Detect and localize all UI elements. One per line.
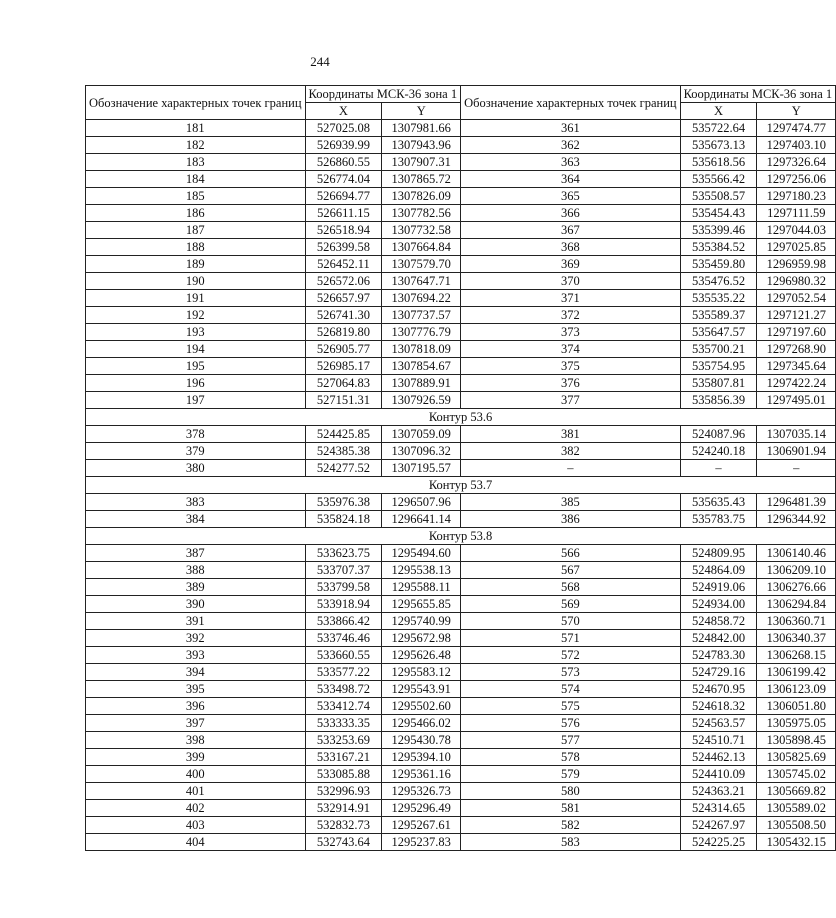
y-value-left: 1307907.31: [382, 154, 461, 171]
point-number-right: 567: [461, 562, 681, 579]
x-value-right: 535476.52: [680, 273, 757, 290]
y-value-right: 1297121.27: [757, 307, 836, 324]
point-number-right: 570: [461, 613, 681, 630]
point-number-left: 195: [86, 358, 306, 375]
point-number-right: 572: [461, 647, 681, 664]
table-row: [86, 562, 836, 579]
y-value-left: 1307865.72: [382, 171, 461, 188]
point-number-left: 193: [86, 324, 306, 341]
table-row: [86, 188, 836, 205]
point-number-left: 391: [86, 613, 306, 630]
x-value-left: 526939.99: [305, 137, 382, 154]
point-number-left: 378: [86, 426, 306, 443]
point-number-right: 364: [461, 171, 681, 188]
x-value-right: 535856.39: [680, 392, 757, 409]
point-number-right: 580: [461, 783, 681, 800]
x-value-left: 535976.38: [305, 494, 382, 511]
point-number-right: 369: [461, 256, 681, 273]
x-value-left: 533577.22: [305, 664, 382, 681]
y-value-right: 1305898.45: [757, 732, 836, 749]
y-value-right: 1297326.64: [757, 154, 836, 171]
x-value-right: 535618.56: [680, 154, 757, 171]
table-row: [86, 613, 836, 630]
table-row: [86, 783, 836, 800]
x-value-left: 526985.17: [305, 358, 382, 375]
x-value-right: 524858.72: [680, 613, 757, 630]
y-value-right: 1305745.02: [757, 766, 836, 783]
y-value-left: 1307096.32: [382, 443, 461, 460]
point-number-right: 363: [461, 154, 681, 171]
x-value-left: 533866.42: [305, 613, 382, 630]
x-value-left: 526657.97: [305, 290, 382, 307]
table-header: [86, 86, 836, 120]
point-label-header-left: Обозначение характерных точек границ: [86, 86, 306, 120]
y-value-right: 1297052.54: [757, 290, 836, 307]
x-value-right: 524919.06: [680, 579, 757, 596]
y-value-left: 1295672.98: [382, 630, 461, 647]
x-value-right: 524225.25: [680, 834, 757, 851]
contour-label: Контур 53.8: [86, 528, 836, 545]
y-value-left: 1307776.79: [382, 324, 461, 341]
point-number-right: 381: [461, 426, 681, 443]
y-value-right: 1297495.01: [757, 392, 836, 409]
x-value-right: 535459.80: [680, 256, 757, 273]
y-value-right: 1297403.10: [757, 137, 836, 154]
table-row: [86, 749, 836, 766]
x-value-left: 526399.58: [305, 239, 382, 256]
x-value-right: 524563.57: [680, 715, 757, 732]
point-number-right: 568: [461, 579, 681, 596]
x-value-left: 524277.52: [305, 460, 382, 477]
y-value-left: 1295326.73: [382, 783, 461, 800]
x-value-left: 535824.18: [305, 511, 382, 528]
point-number-left: 189: [86, 256, 306, 273]
point-number-right: 373: [461, 324, 681, 341]
x-value-right: 535508.57: [680, 188, 757, 205]
point-number-left: 184: [86, 171, 306, 188]
point-number-right: 372: [461, 307, 681, 324]
point-number-left: 389: [86, 579, 306, 596]
x-value-right: 524618.32: [680, 698, 757, 715]
y-value-right: 1305975.05: [757, 715, 836, 732]
x-value-left: 527064.83: [305, 375, 382, 392]
x-value-left: 526518.94: [305, 222, 382, 239]
x-value-left: 527151.31: [305, 392, 382, 409]
y-header-right: Y: [757, 103, 836, 120]
y-value-right: 1306209.10: [757, 562, 836, 579]
point-number-left: 188: [86, 239, 306, 256]
table-row: [86, 341, 836, 358]
y-value-right: 1297025.85: [757, 239, 836, 256]
point-number-right: 575: [461, 698, 681, 715]
x-value-left: 533412.74: [305, 698, 382, 715]
point-number-left: 401: [86, 783, 306, 800]
point-number-left: 196: [86, 375, 306, 392]
y-value-right: 1297268.90: [757, 341, 836, 358]
x-value-right: 535566.42: [680, 171, 757, 188]
table-row: [86, 545, 836, 562]
x-value-left: 526905.77: [305, 341, 382, 358]
table-row: [86, 307, 836, 324]
y-value-left: 1307195.57: [382, 460, 461, 477]
table-row: [86, 205, 836, 222]
y-header-left: Y: [382, 103, 461, 120]
y-value-right: 1297345.64: [757, 358, 836, 375]
x-value-left: 533253.69: [305, 732, 382, 749]
coordinates-table: [85, 85, 836, 851]
y-value-right: 1306140.46: [757, 545, 836, 562]
y-value-left: 1295502.60: [382, 698, 461, 715]
y-value-right: 1297180.23: [757, 188, 836, 205]
point-number-right: 571: [461, 630, 681, 647]
point-number-right: 371: [461, 290, 681, 307]
x-value-left: 533746.46: [305, 630, 382, 647]
point-number-left: 383: [86, 494, 306, 511]
point-number-left: 379: [86, 443, 306, 460]
table-row: [86, 426, 836, 443]
point-number-right: 576: [461, 715, 681, 732]
x-value-left: 527025.08: [305, 120, 382, 137]
y-value-left: 1307854.67: [382, 358, 461, 375]
y-value-left: 1307694.22: [382, 290, 461, 307]
contour-label: Контур 53.7: [86, 477, 836, 494]
point-number-left: 398: [86, 732, 306, 749]
point-number-left: 395: [86, 681, 306, 698]
point-number-right: –: [461, 460, 681, 477]
y-value-right: 1305432.15: [757, 834, 836, 851]
x-value-right: 535647.57: [680, 324, 757, 341]
point-number-left: 400: [86, 766, 306, 783]
y-value-left: 1307782.56: [382, 205, 461, 222]
table-row: [86, 800, 836, 817]
table-row: [86, 494, 836, 511]
y-value-right: 1297422.24: [757, 375, 836, 392]
x-value-left: 526860.55: [305, 154, 382, 171]
y-value-left: 1295740.99: [382, 613, 461, 630]
x-value-right: 535399.46: [680, 222, 757, 239]
contour-row: [86, 477, 836, 494]
x-value-right: 535807.81: [680, 375, 757, 392]
y-value-right: 1305669.82: [757, 783, 836, 800]
y-value-right: 1296481.39: [757, 494, 836, 511]
y-value-left: 1295430.78: [382, 732, 461, 749]
point-number-left: 396: [86, 698, 306, 715]
point-number-left: 388: [86, 562, 306, 579]
coord-label-header-left: Координаты МСК-36 зона 1: [305, 86, 461, 103]
y-value-left: 1307826.09: [382, 188, 461, 205]
point-number-left: 394: [86, 664, 306, 681]
x-value-left: 533623.75: [305, 545, 382, 562]
table-row: [86, 834, 836, 851]
table-row: [86, 647, 836, 664]
x-value-right: 535589.37: [680, 307, 757, 324]
point-number-right: 370: [461, 273, 681, 290]
table-row: [86, 171, 836, 188]
y-value-right: 1296980.32: [757, 273, 836, 290]
point-number-right: 382: [461, 443, 681, 460]
y-value-right: 1296959.98: [757, 256, 836, 273]
point-number-right: 579: [461, 766, 681, 783]
y-value-left: 1295296.49: [382, 800, 461, 817]
table-row: [86, 681, 836, 698]
x-value-left: 533799.58: [305, 579, 382, 596]
y-value-left: 1296641.14: [382, 511, 461, 528]
table-row: [86, 256, 836, 273]
point-number-left: 194: [86, 341, 306, 358]
point-number-left: 404: [86, 834, 306, 851]
y-value-left: 1307664.84: [382, 239, 461, 256]
y-value-right: 1306294.84: [757, 596, 836, 613]
point-number-left: 392: [86, 630, 306, 647]
y-value-right: 1306360.71: [757, 613, 836, 630]
table-row: [86, 443, 836, 460]
x-value-right: 535783.75: [680, 511, 757, 528]
x-value-right: 524510.71: [680, 732, 757, 749]
point-number-right: 367: [461, 222, 681, 239]
point-number-right: 365: [461, 188, 681, 205]
point-number-left: 191: [86, 290, 306, 307]
table-row: [86, 290, 836, 307]
table-row: [86, 511, 836, 528]
page-number: 244: [310, 54, 330, 69]
x-value-left: 533167.21: [305, 749, 382, 766]
table-row: [86, 120, 836, 137]
point-number-left: 384: [86, 511, 306, 528]
y-value-left: 1295588.11: [382, 579, 461, 596]
y-value-right: 1306123.09: [757, 681, 836, 698]
point-number-right: 574: [461, 681, 681, 698]
point-number-left: 190: [86, 273, 306, 290]
point-number-left: 186: [86, 205, 306, 222]
x-value-right: 524842.00: [680, 630, 757, 647]
x-value-left: 526611.15: [305, 205, 382, 222]
y-value-left: 1307647.71: [382, 273, 461, 290]
x-value-left: 533660.55: [305, 647, 382, 664]
table-body: [86, 120, 836, 851]
coord-label-header-right: Координаты МСК-36 зона 1: [680, 86, 836, 103]
y-value-right: 1297474.77: [757, 120, 836, 137]
x-value-left: 533498.72: [305, 681, 382, 698]
x-value-left: 532996.93: [305, 783, 382, 800]
y-value-right: 1296344.92: [757, 511, 836, 528]
x-value-right: 524864.09: [680, 562, 757, 579]
point-number-left: 402: [86, 800, 306, 817]
x-value-right: 524809.95: [680, 545, 757, 562]
x-value-right: 524783.30: [680, 647, 757, 664]
point-number-right: 376: [461, 375, 681, 392]
y-value-right: 1306901.94: [757, 443, 836, 460]
y-value-right: 1305589.02: [757, 800, 836, 817]
table-row: [86, 630, 836, 647]
x-value-left: 526819.80: [305, 324, 382, 341]
y-value-left: 1307889.91: [382, 375, 461, 392]
point-number-right: 368: [461, 239, 681, 256]
x-value-left: 524425.85: [305, 426, 382, 443]
x-value-right: 535384.52: [680, 239, 757, 256]
x-value-left: 533918.94: [305, 596, 382, 613]
y-value-left: 1295655.85: [382, 596, 461, 613]
point-number-right: 385: [461, 494, 681, 511]
table-row: [86, 154, 836, 171]
table-row: [86, 715, 836, 732]
point-number-right: 577: [461, 732, 681, 749]
point-number-left: 183: [86, 154, 306, 171]
point-number-right: 583: [461, 834, 681, 851]
point-number-left: 397: [86, 715, 306, 732]
point-number-left: 181: [86, 120, 306, 137]
point-number-left: 185: [86, 188, 306, 205]
point-number-right: 362: [461, 137, 681, 154]
table-row: [86, 375, 836, 392]
point-number-right: 566: [461, 545, 681, 562]
y-value-right: –: [757, 460, 836, 477]
x-value-right: 524267.97: [680, 817, 757, 834]
x-value-right: 524363.21: [680, 783, 757, 800]
x-value-left: 526452.11: [305, 256, 382, 273]
y-value-left: 1295466.02: [382, 715, 461, 732]
y-value-left: 1295538.13: [382, 562, 461, 579]
y-value-left: 1296507.96: [382, 494, 461, 511]
x-value-left: 532832.73: [305, 817, 382, 834]
table-row: [86, 766, 836, 783]
x-value-right: 524729.16: [680, 664, 757, 681]
table-row: [86, 698, 836, 715]
x-value-right: 535673.13: [680, 137, 757, 154]
point-number-right: 377: [461, 392, 681, 409]
x-value-left: 526774.04: [305, 171, 382, 188]
y-value-left: 1295237.83: [382, 834, 461, 851]
point-number-right: 366: [461, 205, 681, 222]
x-value-left: 526694.77: [305, 188, 382, 205]
table-row: [86, 817, 836, 834]
table-row: [86, 392, 836, 409]
y-value-right: 1306051.80: [757, 698, 836, 715]
point-number-right: 374: [461, 341, 681, 358]
x-header-left: X: [305, 103, 382, 120]
y-value-right: 1307035.14: [757, 426, 836, 443]
table-row: [86, 732, 836, 749]
x-value-left: 533085.88: [305, 766, 382, 783]
y-value-left: 1307926.59: [382, 392, 461, 409]
contour-row: [86, 409, 836, 426]
x-header-right: X: [680, 103, 757, 120]
x-value-right: 524934.00: [680, 596, 757, 613]
y-value-left: 1295543.91: [382, 681, 461, 698]
table-row: [86, 239, 836, 256]
x-value-right: 535722.64: [680, 120, 757, 137]
y-value-right: 1297111.59: [757, 205, 836, 222]
table-row: [86, 273, 836, 290]
y-value-left: 1307059.09: [382, 426, 461, 443]
x-value-left: 532743.64: [305, 834, 382, 851]
point-number-left: 387: [86, 545, 306, 562]
y-value-left: 1307943.96: [382, 137, 461, 154]
x-value-right: 524410.09: [680, 766, 757, 783]
x-value-left: 526741.30: [305, 307, 382, 324]
x-value-right: 535454.43: [680, 205, 757, 222]
contour-row: [86, 528, 836, 545]
x-value-right: 535635.43: [680, 494, 757, 511]
x-value-right: 524240.18: [680, 443, 757, 460]
table-row: [86, 358, 836, 375]
y-value-left: 1307737.57: [382, 307, 461, 324]
point-number-right: 582: [461, 817, 681, 834]
point-number-left: 403: [86, 817, 306, 834]
point-number-left: 399: [86, 749, 306, 766]
table-row: [86, 137, 836, 154]
y-value-right: 1306276.66: [757, 579, 836, 596]
point-number-right: 578: [461, 749, 681, 766]
y-value-left: 1295626.48: [382, 647, 461, 664]
y-value-left: 1307732.58: [382, 222, 461, 239]
x-value-right: 524670.95: [680, 681, 757, 698]
point-number-left: 182: [86, 137, 306, 154]
table-row: [86, 579, 836, 596]
x-value-left: 526572.06: [305, 273, 382, 290]
x-value-left: 533333.35: [305, 715, 382, 732]
point-number-right: 386: [461, 511, 681, 528]
x-value-right: –: [680, 460, 757, 477]
x-value-right: 535700.21: [680, 341, 757, 358]
point-number-right: 569: [461, 596, 681, 613]
y-value-right: 1305508.50: [757, 817, 836, 834]
y-value-right: 1305825.69: [757, 749, 836, 766]
y-value-left: 1295394.10: [382, 749, 461, 766]
table-row: [86, 596, 836, 613]
y-value-left: 1295583.12: [382, 664, 461, 681]
y-value-right: 1297044.03: [757, 222, 836, 239]
y-value-left: 1295494.60: [382, 545, 461, 562]
table-row: [86, 664, 836, 681]
x-value-right: 524314.65: [680, 800, 757, 817]
x-value-left: 524385.38: [305, 443, 382, 460]
y-value-left: 1307818.09: [382, 341, 461, 358]
y-value-right: 1297197.60: [757, 324, 836, 341]
point-number-left: 187: [86, 222, 306, 239]
x-value-left: 533707.37: [305, 562, 382, 579]
y-value-left: 1307579.70: [382, 256, 461, 273]
point-number-right: 581: [461, 800, 681, 817]
y-value-right: 1297256.06: [757, 171, 836, 188]
point-number-right: 573: [461, 664, 681, 681]
point-number-left: 380: [86, 460, 306, 477]
y-value-left: 1295361.16: [382, 766, 461, 783]
contour-label: Контур 53.6: [86, 409, 836, 426]
y-value-right: 1306268.15: [757, 647, 836, 664]
y-value-left: 1307981.66: [382, 120, 461, 137]
point-number-left: 390: [86, 596, 306, 613]
table-row: [86, 460, 836, 477]
y-value-right: 1306340.37: [757, 630, 836, 647]
x-value-right: 535754.95: [680, 358, 757, 375]
table-row: [86, 324, 836, 341]
x-value-right: 524087.96: [680, 426, 757, 443]
x-value-right: 524462.13: [680, 749, 757, 766]
point-number-left: 393: [86, 647, 306, 664]
x-value-right: 535535.22: [680, 290, 757, 307]
point-number-left: 197: [86, 392, 306, 409]
point-label-header-right: Обозначение характерных точек границ: [461, 86, 681, 120]
point-number-left: 192: [86, 307, 306, 324]
y-value-right: 1306199.42: [757, 664, 836, 681]
x-value-left: 532914.91: [305, 800, 382, 817]
y-value-left: 1295267.61: [382, 817, 461, 834]
point-number-right: 375: [461, 358, 681, 375]
point-number-right: 361: [461, 120, 681, 137]
table-row: [86, 222, 836, 239]
